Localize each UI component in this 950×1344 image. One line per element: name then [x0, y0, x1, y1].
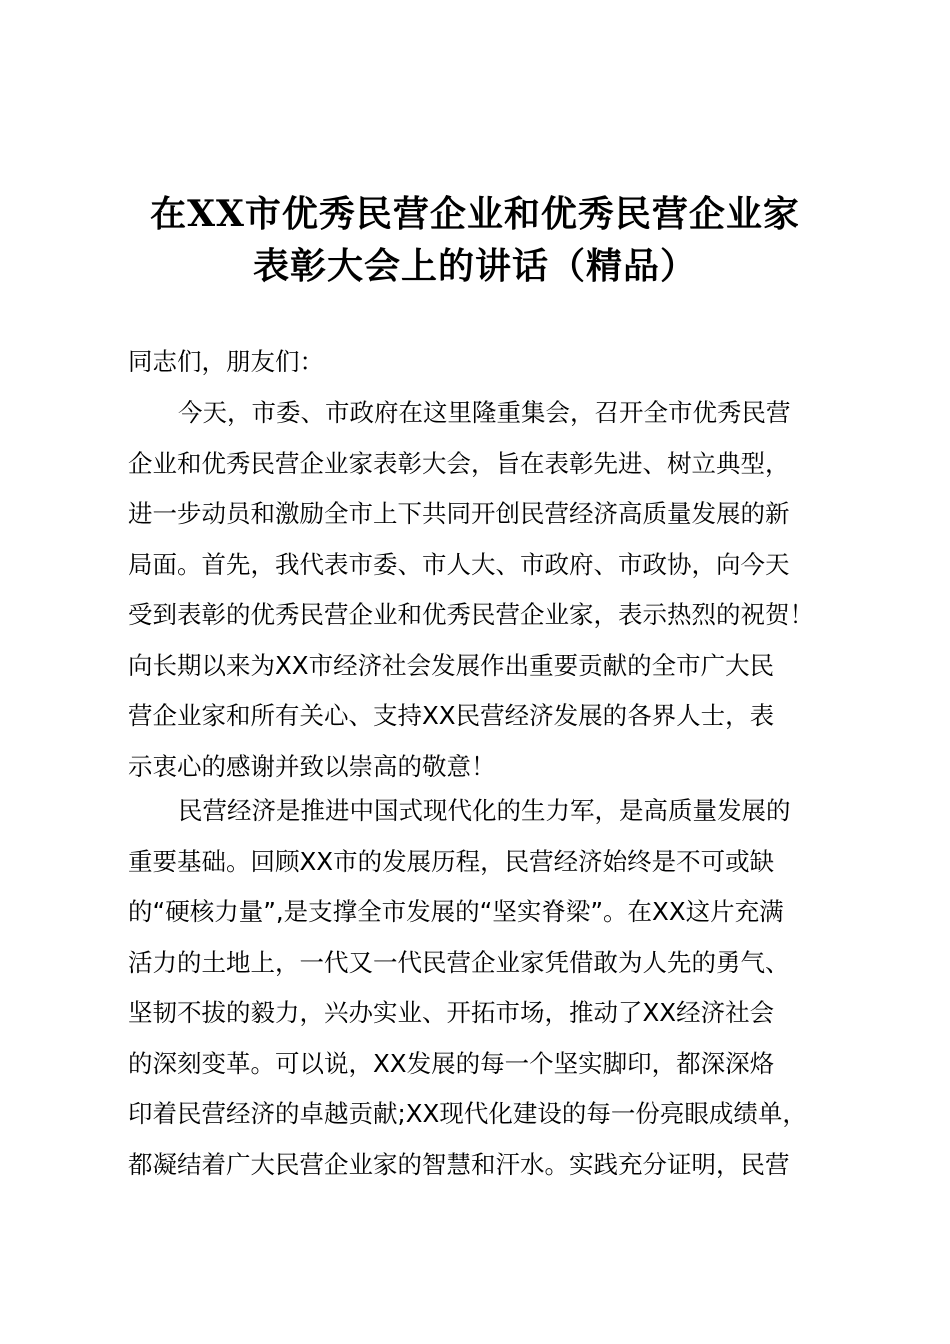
paragraph-line: 印着民营经济的卓越贡献;XX现代化建设的每一份亮眼成绩单， — [128, 1099, 807, 1128]
salutation — [128, 337, 848, 388]
paragraph-line: 受到表彰的优秀民营企业和优秀民营企业家，表示热烈的祝贺！ — [128, 600, 814, 629]
paragraph-line: 示衷心的感谢并致以崇高的敬意！ — [128, 751, 496, 781]
salutation-text: 同志们，朋友们： — [128, 347, 324, 376]
paragraph-line: 今天，市委、市政府在这里隆重集会，召开全市优秀民营 — [178, 398, 791, 427]
paragraph-1 — [128, 388, 848, 792]
paragraph-line: 营企业家和所有关心、支持XX民营经济发展的各界人士，表 — [128, 701, 775, 730]
paragraph-line: 向长期以来为XX市经济社会发展作出重要贡献的全市广大民 — [128, 650, 775, 680]
paragraph-line: 都凝结着广大民营企业家的智慧和汗水。实践充分证明，民营 — [128, 1149, 790, 1179]
paragraph-line: 企业和优秀民营企业家表彰大会，旨在表彰先进、树立典型， — [128, 448, 790, 478]
paragraph-line: 民营经济是推进中国式现代化的生力军，是高质量发展的 — [178, 796, 791, 825]
paragraph-2 — [128, 786, 848, 1190]
title-line-1: 在XX市优秀民营企业和优秀民营企业家 — [150, 193, 800, 235]
paragraph-line: 活力的土地上，一代又一代民营企业家凭借敢为人先的勇气、 — [128, 947, 790, 977]
paragraph-line: 进一步动员和激励全市上下共同开创民营经济高质量发展的新 — [128, 499, 790, 528]
paragraph-line: 重要基础。回顾XX市的发展历程，民营经济始终是不可或缺 — [128, 846, 775, 876]
paragraph-line: 的深刻变革。可以说，XX发展的每一个坚实脚印，都深深烙 — [128, 1048, 775, 1078]
paragraph-line: 坚韧不拔的毅力，兴办实业、开拓市场，推动了XX经济社会 — [128, 998, 775, 1027]
paragraph-line: 局面。首先，我代表市委、市人大、市政府、市政协，向今天 — [128, 549, 790, 579]
paragraph-line: 的“硬核力量”,是支撑全市发展的“坚实脊梁”。在XX这片充满 — [128, 897, 784, 926]
title-line-2: 表彰大会上的讲话（精品） — [252, 245, 697, 287]
